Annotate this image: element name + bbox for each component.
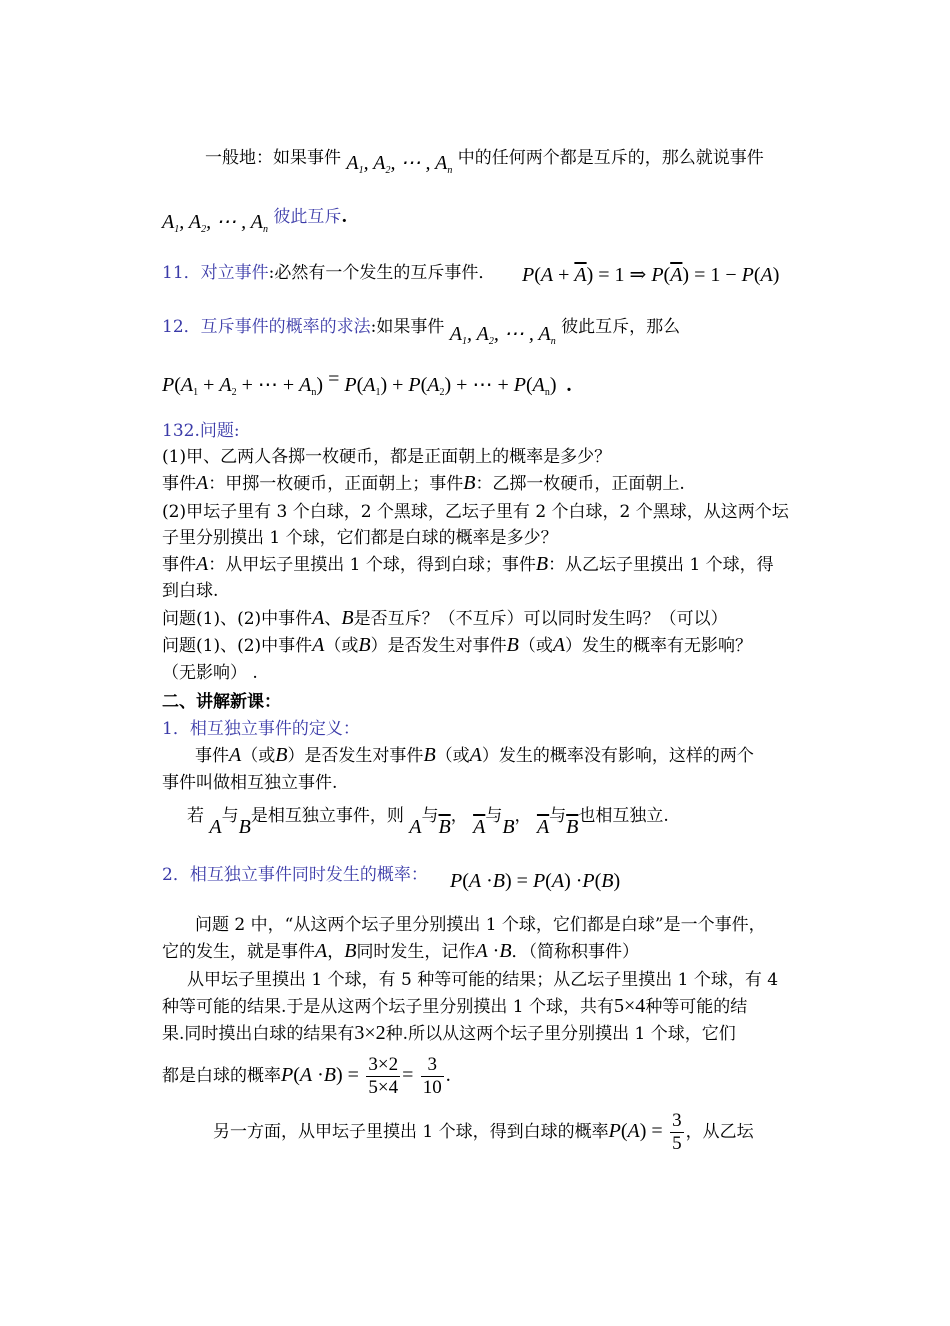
event-sequence: $A_1$, $A_2$, ⋯ , $A_n$ (346, 152, 453, 176)
product-probability-label: 2．相互独立事件同时发生的概率： (162, 865, 428, 885)
sum-probability-formula: $P(A_1 + A_2$ + ⋯ + $A_n) = P(A_1) + P(A_2)$ + ⋯ + $P(A_n)$ . (162, 368, 572, 398)
question-2-events: 事件A：从甲坛子里摸出 1 个球，得到白球；事件B：从乙坛子里摸出 1 个球，得 (162, 553, 774, 575)
question-4-answer: （无影响） . (162, 663, 258, 683)
product-formula: P(A ·B) = P(A) ·P(B) (450, 870, 621, 892)
question-3: 问题(1)、(2)中事件A、B是否互斥？（不互斥）可以同时发生吗？（可以） (162, 607, 728, 629)
paragraph-2b-line2: 种等可能的结果.于是从这两个坛子里分别摸出 1 个球，共有5×4种等可能的结 (162, 995, 748, 1017)
paragraph-2c: 另一方面，从甲坛子里摸出 1 个球，得到白球的概率P(A) = $\frac{3}{5}$ ，从乙坛 (213, 1110, 754, 1154)
paragraph-2b-line3: 果.同时摸出白球的结果有3×2种.所以从这两个坛子里分别摸出 1 个球，它们 (162, 1022, 736, 1044)
general-definition-line1: 一般地：如果事件 $A_1$, $A_2$, ⋯ , $A_n$ 中的任何两个都是互斥的，那么就说事件 (205, 148, 764, 176)
definition-line1: 事件A（或B）是否发生对事件B（或A）发生的概率没有影响，这样的两个 (195, 744, 754, 766)
section-heading: 二、讲解新课： (162, 692, 281, 712)
paragraph-2b-line1: 从甲坛子里摸出 1 个球，有 5 种等可能的结果；从乙坛子里摸出 1 个球，有 4 (187, 970, 779, 990)
independence-complements: 若 A与B是相互独立事件，则 A与$\overline{B}$， $\overline{A}$与B， $\overline{A}$与$\overline{B}$也相互独立. (187, 806, 669, 838)
question-1-events: 事件A：甲掷一枚硬币，正面朝上；事件B：乙掷一枚硬币，正面朝上. (162, 472, 685, 494)
definition-line2: 事件叫做相互独立事件. (162, 773, 338, 793)
item-12: 12．互斥事件的概率的求法:如果事件 $A_1$, $A_2$, ⋯ , $A_n$ 彼此互斥，那么 (162, 317, 681, 347)
paragraph-2a-line2: 它的发生，就是事件A，B同时发生，记作A ·B．（简称积事件） (162, 940, 640, 962)
question-2-events-cont: 到白球. (162, 581, 219, 601)
paragraph-2a-line1: 问题 2 中，“从这两个坛子里分别摸出 1 个球，它们都是白球”是一个事件， (195, 915, 766, 935)
event-sequence: $A_1$, $A_2$, ⋯ , $A_n$ (162, 211, 268, 235)
complement-formula: $P(A + \overline{A}) = 1$ ⇒ $P(\overline{A}) = 1 - P(A)$ (522, 264, 780, 286)
question-2-line2: 子里分别摸出 1 个球，它们都是白球的概率是多少？ (162, 528, 558, 548)
fraction: $\frac{3}{5}$ (672, 1110, 682, 1154)
question-1: (1)甲、乙两人各掷一枚硬币，都是正面朝上的概率是多少？ (162, 447, 612, 467)
fraction: $\frac{3}{10}$ (422, 1054, 442, 1098)
definition-label: 1．相互独立事件的定义： (162, 719, 360, 739)
question-2-line1: (2)甲坛子里有 3 个白球，2 个黑球，乙坛子里有 2 个白球，2 个黑球，从这两个坛 (162, 502, 789, 522)
item-11: 11．对立事件:必然有一个发生的互斥事件． (162, 263, 496, 283)
general-definition-line2: $A_1$, $A_2$, ⋯ , $A_n$ 彼此互斥. (162, 207, 348, 235)
paragraph-2b-line4: 都是白球的概率P(A ·B) = $\frac{3\times 2}{5\times 4}$ = $\frac{3}{10}$ . (162, 1054, 451, 1098)
question-4: 问题(1)、(2)中事件A（或B）是否发生对事件B（或A）发生的概率有无影响？ (162, 634, 753, 656)
fraction: $\frac{3\times 2}{5\times 4}$ (368, 1054, 399, 1098)
event-sequence: $A_1$, $A_2$, ⋯ , $A_n$ (449, 323, 556, 347)
section-13-label: 132.问题: (162, 421, 240, 441)
